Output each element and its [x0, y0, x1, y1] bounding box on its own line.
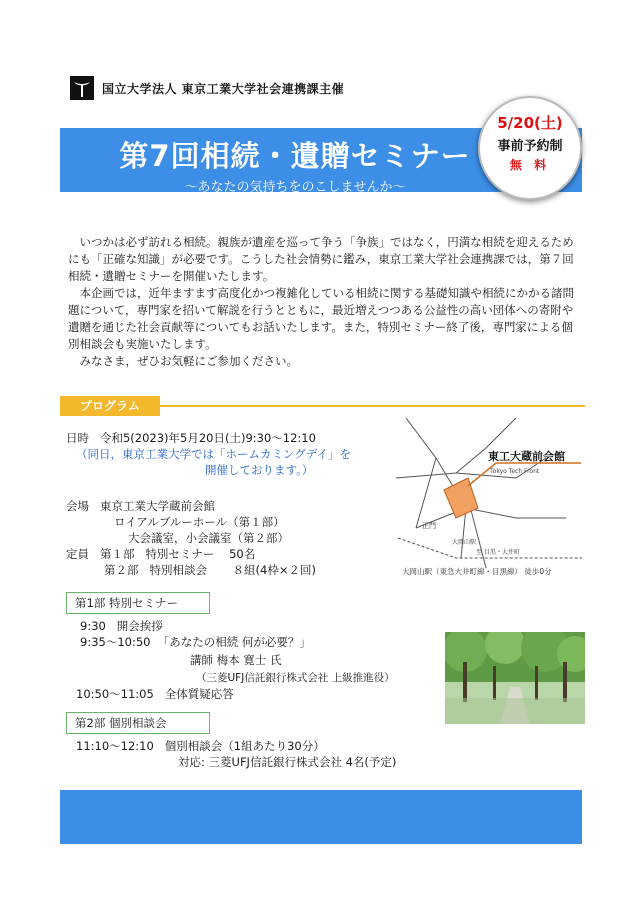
date-badge: [478, 96, 582, 200]
homecoming-note-2: 開催しております。）: [205, 463, 314, 477]
part1-item2: [80, 634, 311, 650]
university-logo-icon: [70, 76, 94, 100]
part2-item: [76, 738, 325, 754]
map-arrow-note: 至 目黒・大井町: [476, 549, 520, 556]
capacity-part1: 第１部: [99, 547, 135, 561]
seminar-subtitle: ～あなたの気持ちをのこしませんか～: [184, 180, 406, 195]
badge-reservation: 事前予約制: [497, 139, 563, 154]
footer-bar: [60, 790, 582, 844]
part1-lecturer: 講師 梅本 寛士 氏: [190, 653, 282, 667]
part1-item2-text: 「あなたの相続 何が必要？」: [157, 635, 311, 649]
map-station-caption: 大岡山駅（東急大井町線・目黒線） 徒歩0分: [402, 567, 552, 576]
campus-photo: [445, 632, 585, 724]
capacity-part2-value: ８組(4枠×２回): [232, 563, 316, 577]
part2-item-time: 11:10～12:10: [76, 739, 154, 753]
part1-item1-time: 9:30: [80, 619, 106, 633]
badge-date: 5/20(土): [497, 114, 563, 132]
venue-map: [396, 418, 582, 578]
organizer-row: [70, 76, 344, 100]
part1-item1: [80, 618, 163, 634]
venue-row: [66, 498, 215, 514]
map-gate: 正門: [422, 522, 436, 530]
venue-room-1: ロイアルブルーホール（第１部）: [114, 515, 285, 529]
part1-lecturer-org: （三菱UFJ信託銀行株式会社 上級推進役）: [196, 672, 395, 684]
intro-text: [68, 234, 578, 370]
program-tag: プログラム: [60, 396, 160, 416]
capacity-row-2: [104, 562, 316, 578]
datetime-row: [66, 430, 316, 446]
part1-item3-time: 10:50～11:05: [76, 687, 154, 701]
part1-item3: [76, 686, 234, 702]
program-divider: [160, 405, 585, 407]
venue-room-2: 大会議室，小会議室（第２部）: [128, 531, 289, 545]
capacity-part1-value: 50名: [229, 547, 256, 561]
map-station-small: 大岡山駅: [452, 539, 477, 546]
part2-item-text: 個別相談会（1組あたり30分）: [164, 739, 325, 753]
organizer-text: 国立大学法人 東京工業大学社会連携課主催: [102, 81, 345, 96]
capacity-part2: 第２部: [104, 563, 139, 577]
capacity-row-1: [66, 546, 255, 562]
part1-heading: 第1部 特別セミナー: [66, 592, 210, 614]
homecoming-note-1: （同日，東京工業大学では「ホームカミングデイ」を: [76, 447, 351, 461]
map-venue-sub: Tokyo Tech Front: [490, 468, 540, 475]
venue-label: 会場: [66, 499, 89, 513]
intro-paragraph: みなさま，ぜひお気軽にご参加ください。: [79, 354, 298, 368]
capacity-part2-name: 特別相談会: [149, 563, 207, 577]
part1-item3-text: 全体質疑応答: [164, 687, 234, 701]
part1-item2-time: 9:35～10:50: [80, 635, 151, 649]
map-venue-label: 東工大蔵前会館: [488, 450, 565, 463]
capacity-label: 定員: [66, 547, 89, 561]
part1-item1-text: 開会挨拶: [116, 619, 163, 633]
datetime-label: 日時: [66, 431, 89, 445]
intro-paragraph: 本企画では，近年ますます高度化かつ複雑化している相続に関する基礎知識や相続にかかる諸問題について，専門家を招いて解説を行うとともに，最近増えつつある公益性の高い団体への寄附や遺贈を通じた社会貢献等についてもお話いたします。また，特別セミナー終了後，専門家による個別相談会も実施いたします。: [68, 286, 574, 351]
seminar-title: 第7回相続・遺贈セミナー: [119, 139, 471, 173]
venue-value: 東京工業大学蔵前会館: [99, 499, 215, 513]
intro-paragraph: いつかは必ず訪れる相続。親族が遺産を巡って争う「争族」ではなく，円満な相続を迎えるためにも「正確な知識」が必要です。こうした社会情勢に鑑み，東京工業大学社会連携課では，第７回相続・遺贈セミナーを開催いたします。: [68, 235, 574, 283]
datetime-value: 令和5(2023)年5月20日(土)9:30～12:10: [99, 431, 316, 445]
capacity-part1-name: 特別セミナー: [145, 547, 215, 561]
part2-responder: 対応: 三菱UFJ信託銀行株式会社 4名(予定): [178, 755, 397, 769]
part2-heading: 第2部 個別相談会: [66, 712, 210, 734]
badge-free: 無 料: [509, 158, 551, 172]
